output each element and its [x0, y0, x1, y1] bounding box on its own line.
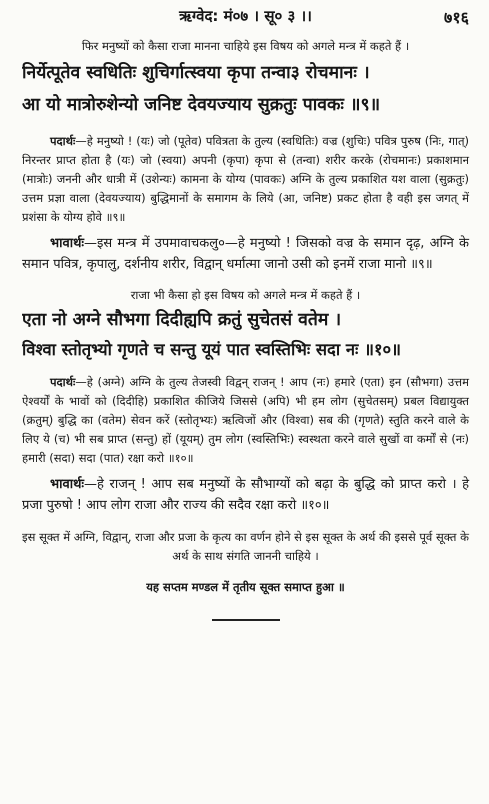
bhavartha-label: भावार्थः	[50, 236, 85, 251]
intro-line-2: राजा भी कैसा हो इस विषय को अगले मन्त्र में कहते हैं ।	[130, 288, 361, 302]
mantra-10	[22, 307, 469, 363]
page-body	[22, 38, 469, 621]
bhavartha-text: —हे राजन् ! आप सब मनुष्यों के सौभाग्यों को बढ़ा के बुद्धि को प्राप्त करो । हे प्रजा पुरुषो ! आप लोग राजा और राज्य की सदैव रक्षा करो ॥१०॥	[22, 477, 469, 513]
mantra-10-line-2: विश्वा स्तोतृभ्यो गृणते च सन्तु यूयं पात स्वस्तिभिः सदा नः ॥१०॥	[22, 340, 401, 359]
page-header	[22, 6, 469, 30]
mantra-9	[22, 60, 469, 118]
running-title: ऋग्वेद: मं०७ । सू० ३ ।।	[179, 7, 312, 25]
end-rule	[212, 619, 280, 621]
bhavartha-text: —इस मन्त्र में उपमावाचकलु०—हे मनुष्यो ! जिसको वज्र के समान दृढ़, अग्नि के समान पवित्र, कृपालु, दर्शनीय शरीर, विद्वान् धर्मात्मा जानो उसी को इनमें राजा मानो ॥९॥	[22, 236, 469, 272]
page-number: ७१६	[444, 8, 469, 27]
padartha-text: —हे (अग्ने) अग्नि के तुल्य तेजस्वी विद्वन् राजन् ! आप (नः) हमारे (एता) इन (सौभगा) उत्तम ऐश्वर्यों के भावों को (दिदीहि) प्रकाशित कीजिये जिससे (अपि) भी हम लोग (सुचेतसम्) प्रबल विद्यायुक्त (क्रतुम्) बुद्धि का (वतेम) सेवन करें (स्तोतृभ्यः) ऋत्विजों और (विश्वा) सब की (गृणते) स्तुति करने वाले के लिए ये (च) भी सब प्राप्त (सन्तु) हों (यूयम्) तुम लोग (स्वस्तिभिः) स्वस्थता करने वाले सुखों वा कर्मों से (नः) हमारी (सदा) सदा (पात) रक्षा करो ॥१०॥	[22, 375, 469, 465]
bhavartha-10	[22, 474, 469, 516]
sukta-closing-note: इस सूक्त में अग्नि, विद्वान्, राजा और प्रजा के कृत्य का वर्णन होने से इस सूक्त के अर्थ की इससे पूर्व सूक्त के अर्थ के साथ संगति जाननी चाहिये ।	[22, 530, 469, 563]
padartha-text: —हे मनुष्यो ! (यः) जो (पूतेव) पवित्रता के तुल्य (स्वधितिः) वज्र (शुचिः) पवित्र पुरुष (निः, गात्) निरन्तर प्राप्त होता है (यः) जो (स्वया) अपनी (कृपा) कृपा से (तन्वा) शरीर करके (रोचमानः) प्रकाशमान (मात्रोः) जननी और धात्री में (उशेन्यः) कामना के योग्य (पावकः) अग्नि के तुल्य प्रकाशित यश वाला (सुक्रतुः) उत्तम प्रज्ञा वाला (देवयज्याय) बुद्धिमानों के समागम के लिये (आ, जनिष्ट) प्रकट होता है वही इस जगत् में प्रशंसा के योग्य होवे ॥९॥	[22, 134, 469, 224]
mantra-10-line-1: एता नो अग्ने सौभगा दिदीह्यपि क्रतुं सुचेतसं वतेम ।	[22, 310, 342, 330]
mantra-9-line-1: निर्येत्पूतेव स्वधितिः शुचिर्गात्स्वया कृपा तन्वा३ रोचमानः ।	[22, 63, 370, 83]
padartha-label: पदार्थः	[50, 375, 76, 389]
intro-line-1: फिर मनुष्यों को कैसा राजा मानना चाहिये इस विषय को अगले मन्त्र में कहते हैं ।	[81, 39, 410, 53]
bhavartha-9	[22, 233, 469, 275]
sukta-end-line: यह सप्तम मण्डल में तृतीय सूक्त समाप्त हुआ ॥	[146, 580, 345, 594]
bhavartha-label: भावार्थः	[50, 477, 85, 492]
padartha-10	[22, 373, 469, 468]
padartha-label: पदार्थः	[50, 134, 76, 148]
padartha-9	[22, 132, 469, 227]
mantra-9-line-2: आ यो मात्रोरुशेन्यो जनिष्ट देवयज्याय सुक्रतुः पावकः ॥९॥	[22, 95, 381, 115]
